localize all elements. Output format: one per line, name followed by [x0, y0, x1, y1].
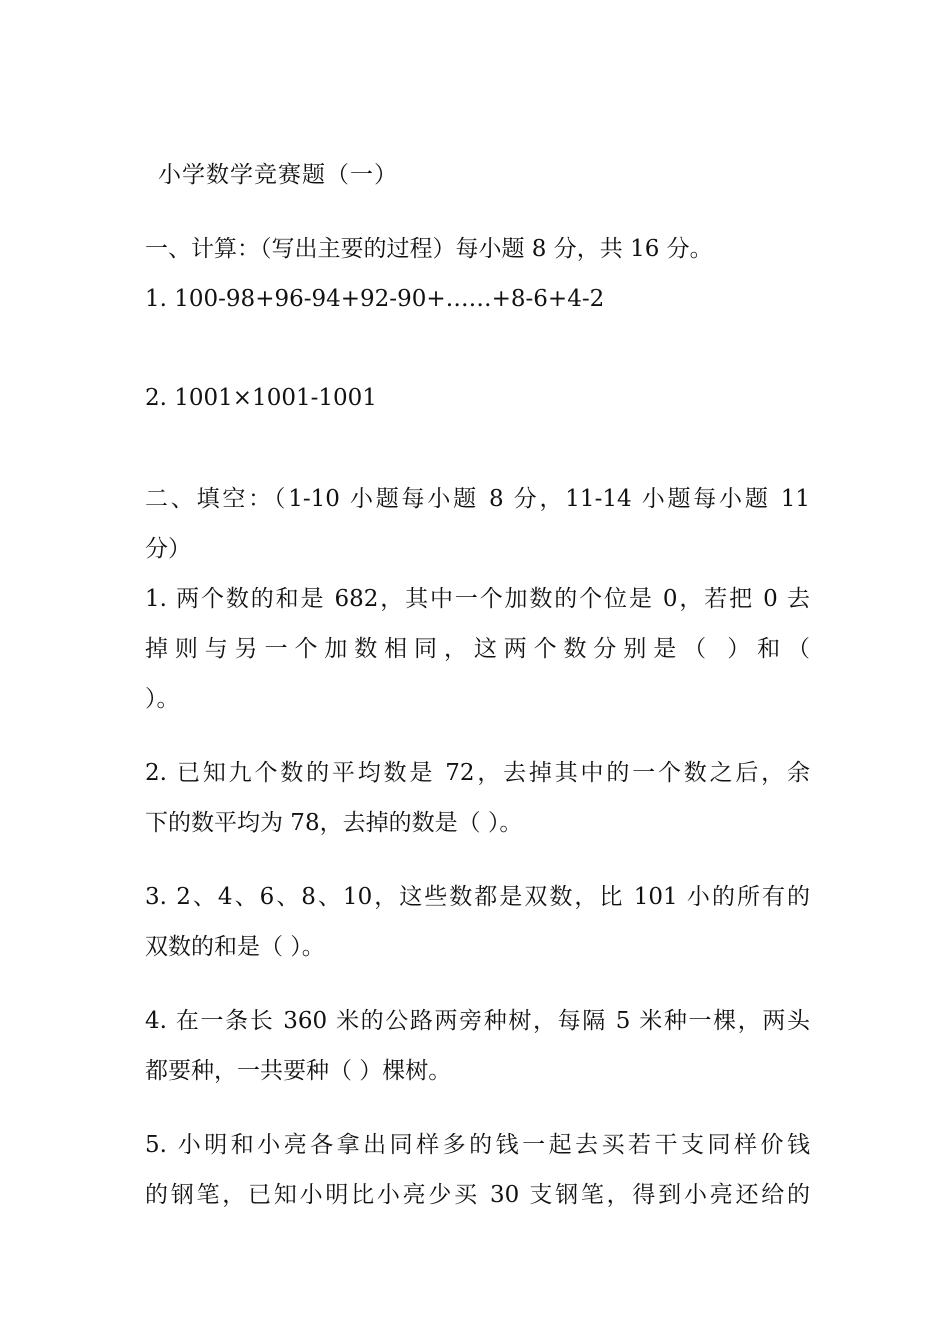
section2-question-4-line2: 都要种，一共要种（ ）棵树。 [145, 1058, 452, 1084]
section2-question-4-line1: 4. 在一条长 360 米的公路两旁种树，每隔 5 米种一棵，两头 [145, 1008, 810, 1034]
section2-heading-line2: 分） [145, 536, 191, 562]
section2-question-5-line1: 5. 小明和小亮各拿出同样多的钱一起去买若干支同样价钱 [145, 1132, 810, 1158]
section2-question-2-line1: 2. 已知九个数的平均数是 72，去掉其中的一个数之后，余 [145, 760, 810, 786]
section2-question-2-line2: 下的数平均为 78，去掉的数是（ ）。 [145, 810, 523, 836]
section2-question-1-line2: 掉则与另一个加数相同，这两个数分别是（ ）和（ [145, 636, 810, 662]
section2-question-1-line1: 1. 两个数的和是 682，其中一个加数的个位是 0，若把 0 去 [145, 586, 810, 612]
section2-question-3-line2: 双数的和是（ ）。 [145, 934, 325, 960]
section1-question-1: 1. 100-98+96-94+92-90+……+8-6+4-2 [145, 286, 605, 312]
document-title: 小学数学竞赛题（一） [158, 162, 398, 188]
section2-question-3-line1: 3. 2、4、6、8、10，这些数都是双数，比 101 小的所有的 [145, 884, 810, 910]
section1-question-2: 2. 1001×1001-1001 [145, 385, 377, 411]
section2-heading-line1: 二、填空：（1-10 小题每小题 8 分，11-14 小题每小题 11 [145, 486, 810, 512]
section2-question-1-line3: ）。 [145, 686, 180, 712]
section2-question-5-line2: 的钢笔，已知小明比小亮少买 30 支钢笔，得到小亮还给的 [145, 1182, 810, 1208]
section1-heading: 一、计算：（写出主要的过程）每小题 8 分，共 16 分。 [145, 236, 713, 262]
